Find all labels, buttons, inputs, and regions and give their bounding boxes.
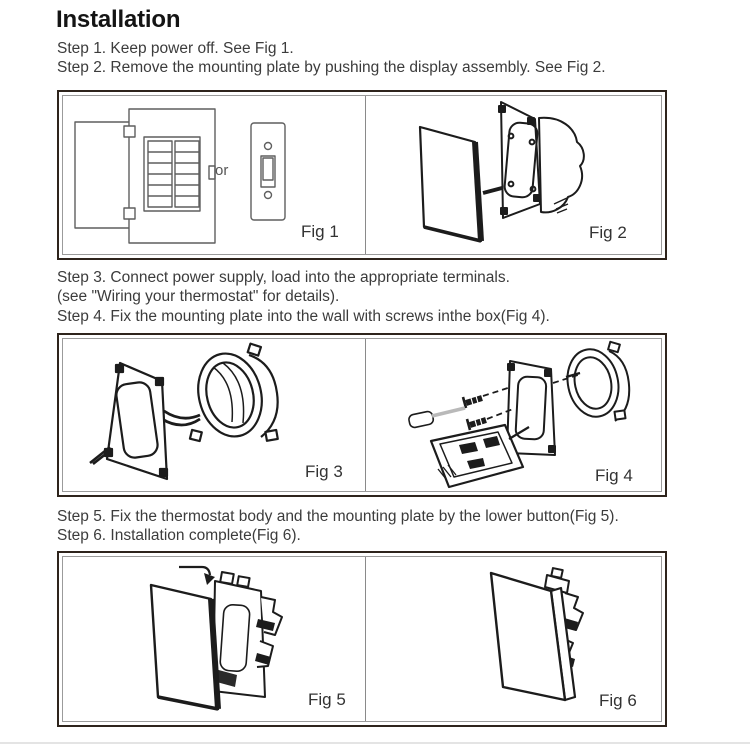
- thermostat-front-icon: [491, 573, 575, 700]
- fig1-label: Fig 1: [301, 222, 339, 241]
- page-title: Installation: [56, 6, 181, 33]
- display-panel-icon: [151, 585, 218, 709]
- mounting-plate-icon: [90, 363, 167, 479]
- step-3-note-text: (see "Wiring your thermostat" for details).: [57, 288, 340, 306]
- step-4-text: Step 4. Fix the mounting plate into the wall with screws inthe box(Fig 4).: [57, 307, 550, 325]
- cell-divider: [365, 557, 366, 721]
- cell-divider: [365, 96, 366, 254]
- breaker-panel-icon: [75, 109, 215, 243]
- display-panel-icon: [420, 127, 481, 241]
- cell-divider: [365, 339, 366, 491]
- step-5-text: Step 5. Fix the thermostat body and the mounting plate by the lower button(Fig 5).: [57, 508, 619, 525]
- fig4-label: Fig 4: [595, 466, 633, 485]
- fig5-label: Fig 5: [308, 690, 346, 709]
- figure-box-fig3-fig4: [57, 333, 667, 497]
- figure-box-fig5-fig6: [57, 551, 667, 727]
- steps-1-2: [57, 39, 606, 78]
- steps-3-4: [57, 268, 550, 326]
- step-2-text: Step 2. Remove the mounting plate by pushing the display assembly. See Fig 2.: [57, 59, 606, 77]
- wall-switch-icon: [251, 123, 285, 220]
- mounting-plate-icon: [483, 102, 540, 218]
- steps-5-6: [57, 507, 619, 546]
- step-1-text: Step 1. Keep power off. See Fig 1.: [57, 40, 294, 57]
- junction-box-icon: [561, 342, 629, 422]
- fig2-label: Fig 2: [589, 223, 627, 242]
- fig3-label: Fig 3: [305, 462, 343, 481]
- step-6-text: Step 6. Installation complete(Fig 6).: [57, 527, 301, 545]
- mounting-plate-icon: [506, 361, 580, 455]
- junction-box-icon: [539, 118, 584, 213]
- screwdriver-icon: [408, 408, 465, 428]
- figure-box-fig1-fig2: [57, 90, 667, 260]
- fig6-label: Fig 6: [599, 691, 637, 710]
- scan-edge-line: [0, 742, 750, 744]
- thermostat-body-icon: [213, 572, 282, 697]
- wires-icon: [162, 411, 200, 425]
- screws-icon: [463, 396, 486, 430]
- push-arrow-icon: [179, 567, 215, 585]
- step-3-text: Step 3. Connect power supply, load into the appropriate terminals.: [57, 269, 510, 286]
- junction-box-icon: [190, 344, 278, 444]
- or-label: or: [215, 162, 229, 179]
